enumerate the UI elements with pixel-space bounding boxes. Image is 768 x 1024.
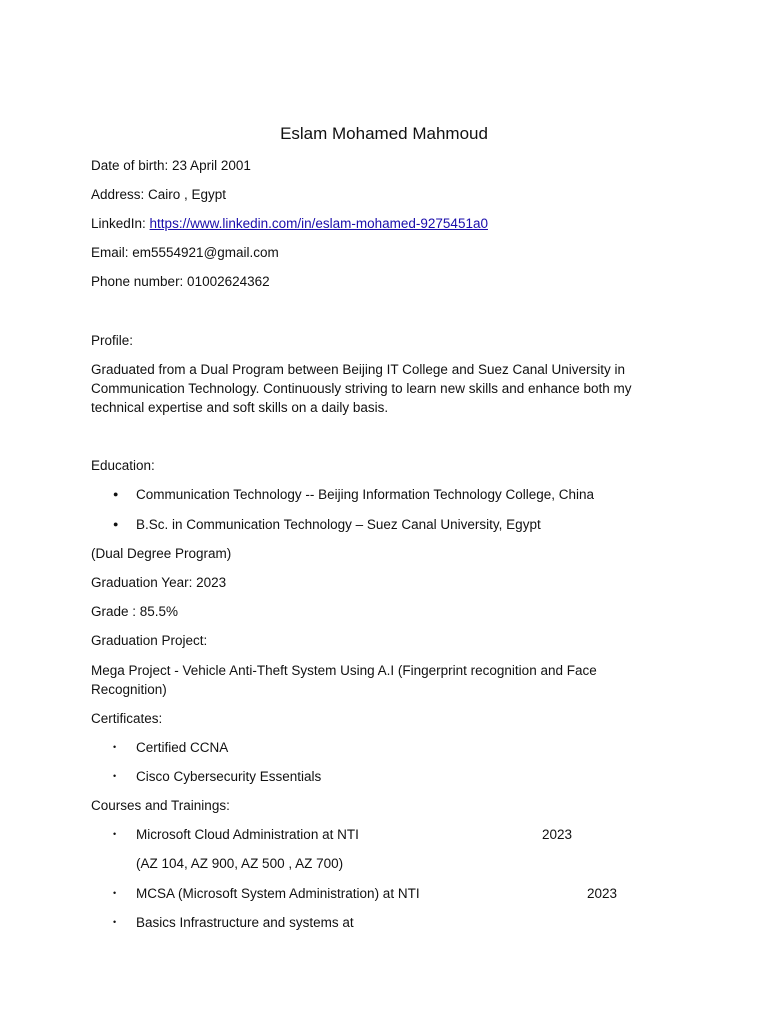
bullet-icon: • bbox=[113, 917, 117, 927]
course-item-2-year: 2023 bbox=[587, 886, 618, 901]
profile-line-2: Communication Technology. Continuously striving to learn new skills and enhance both my bbox=[91, 381, 632, 396]
certificate-item-1: Certified CCNA bbox=[136, 740, 229, 755]
bullet-icon: • bbox=[113, 771, 117, 781]
bullet-icon: ● bbox=[113, 489, 119, 499]
linkedin-line bbox=[91, 214, 488, 233]
course-item-2: MCSA (Microsoft System Administration) at NTI bbox=[136, 886, 420, 901]
address: Address: Cairo , Egypt bbox=[91, 187, 227, 202]
course-item-1-sub: (AZ 104, AZ 900, AZ 500 , AZ 700) bbox=[136, 856, 344, 871]
linkedin-label: LinkedIn: bbox=[91, 216, 150, 231]
courses-heading: Courses and Trainings: bbox=[91, 798, 230, 813]
education-item-1: Communication Technology -- Beijing Information Technology College, China bbox=[136, 487, 595, 502]
education-heading-text: Education bbox=[91, 458, 152, 473]
graduation-year: Graduation Year: 2023 bbox=[91, 575, 227, 590]
grade: Grade : 85.5% bbox=[91, 604, 179, 619]
course-item-1: Microsoft Cloud Administration at NTI bbox=[136, 827, 359, 842]
certificate-item-2: Cisco Cybersecurity Essentials bbox=[136, 769, 322, 784]
email: Email: em5554921@gmail.com bbox=[91, 245, 279, 260]
bullet-icon: • bbox=[113, 829, 117, 839]
education-item-2: B.Sc. in Communication Technology – Suez Canal University, Egypt bbox=[136, 517, 541, 532]
course-item-3: Basics Infrastructure and systems at bbox=[136, 915, 354, 930]
dual-degree-program: (Dual Degree Program) bbox=[91, 546, 232, 561]
profile-line-3: technical expertise and soft skills on a daily basis. bbox=[91, 400, 389, 415]
bullet-icon: • bbox=[113, 742, 117, 752]
graduation-project-heading: Graduation Project: bbox=[91, 633, 208, 648]
education-heading-colon: : bbox=[151, 458, 155, 473]
graduation-project-line-2: Recognition) bbox=[91, 682, 167, 697]
certificates-heading: Certificates: bbox=[91, 711, 163, 726]
profile-line-1: Graduated from a Dual Program between Beijing IT College and Suez Canal University in bbox=[91, 362, 626, 377]
phone-number: Phone number: 01002624362 bbox=[91, 274, 270, 289]
course-item-1-year: 2023 bbox=[542, 827, 573, 842]
profile-heading: Profile: bbox=[91, 333, 134, 348]
date-of-birth: Date of birth: 23 April 2001 bbox=[91, 158, 251, 173]
education-heading bbox=[91, 456, 155, 475]
graduation-project-line-1: Mega Project - Vehicle Anti-Theft System Using A.I (Fingerprint recognition and Face bbox=[91, 663, 597, 678]
bullet-icon: ● bbox=[113, 519, 119, 529]
bullet-icon: • bbox=[113, 888, 117, 898]
linkedin-link[interactable]: https://www.linkedin.com/in/eslam-mohamed-9275451a0 bbox=[149, 216, 488, 231]
candidate-name: Eslam Mohamed Mahmoud bbox=[280, 124, 488, 143]
